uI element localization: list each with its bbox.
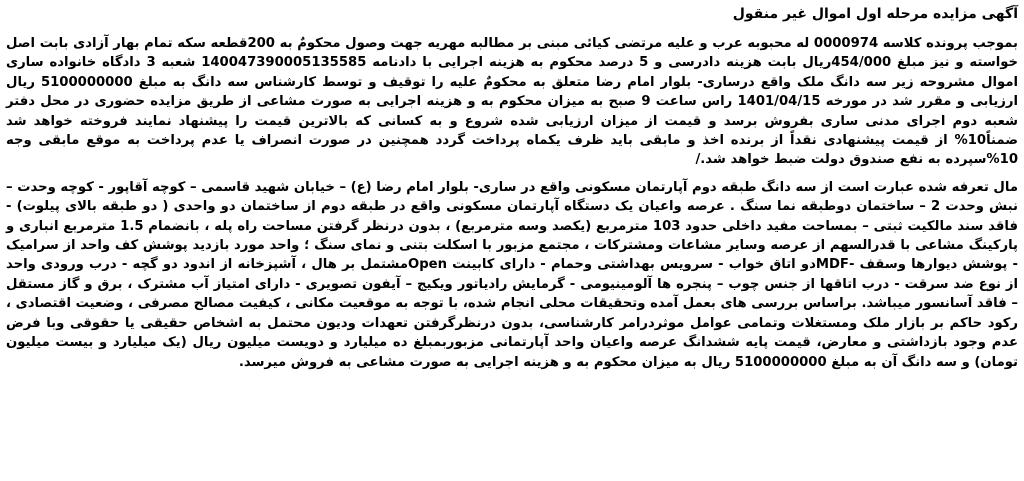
notice-title: آگهی مزایده مرحله اول اموال غیر منقول (732, 6, 1018, 22)
notice-paragraph-1: بموجب پرونده کلاسه 0000974 له محبوبه عرب و علیه مرتضی کیائی مبنی بر مطالبه مهریه جهت وصول محکومٌ به 200قطعه سکه تمام بهار آزادی بابت اصل خواسته و نیز مبلغ 454/000ریال بابت هزینه دادرسی و 5 درصد محکوم به هزینه اجرایی با دادنامه 140047390005135585 شعبه 3 دادگاه خانواده ساری اموال مشروحه زیر سه دانگ ملک واقع درساری- بلوار امام رضا متعلق به محکومٌ علیه را توقیف و توسط کارشناس سه دانگ به مبلغ 5100000000 ریال ارزیابی و مقرر شد در مورخه 1401/04/15 راس ساعت 9 صبح به میزان محکوم به و هزینه اجرایی به صورت مشاعی از طریق مزایده حضوری در محل دفتر شعبه دوم اجرای مدنی ساری بفروش برسد و قیمت از میزان ارزیابی شده شروع و به کسانی که بالاترین قیمت را پیشنهاد نمایند فروخته خواهد شد ضمناً10% از قیمت پیشنهادی نقداً از برنده اخذ و مابقی باید ظرف یکماه پرداخت گردد همچنین در صورت انصراف یا عدم پرداخت به موقع مابقی وجه 10%سپرده به نفع صندوق دولت ضبط خواهد شد./ (6, 36, 1019, 168)
notice-paragraph-2: مال تعرفه شده عبارت است از سه دانگ طبقه دوم آپارتمان مسکونی واقع در ساری- بلوار امام رضا (ع) – خیابان شهید قاسمی – کوچه آقاپور - کوچه وحدت – نبش وحدت 2 – ساختمان دوطبقه نما سنگ . عرصه واعیان یک دستگاه آپارتمان مسکونی واقع در طبقه دوم از ساختمان دو واحدی ( دو طبقه بالای پیلوت) - فاقد سند مالکیت ثبتی – بمساحت مفید داخلی حدود 103 مترمربع (یکصد وسه مترمربع) ، بدون درنظر گرفتن مساحت راه پله ، بانضمام 1.5 مترمربع انباری و پارکینگ مشاعی با قدرالسهم از عرصه وسایر مشاعات ومشترکات ، مجتمع مزبور با اسکلت بتنی و نمای سنگ ؛ واحد مورد بازدید پوشش کف واحد از سرامیک - پوشش دیوارها وسقف -MDFدو اتاق خواب - سرویس بهداشتی وحمام - دارای کابینت Openمشتمل بر هال ، آشپزخانه از اندود دو گچه - درب ورودی واحد از نوع ضد سرقت - درب اتاقها از جنس چوب – پنجره ها آلومینیومی - گرمایش رادیاتور ویکیج – آیفون تصویری - دارای امتیاز آب مشترک ، برق و گاز مستقل – فاقد آسانسور میباشد. براساس بررسی های بعمل آمده وتحقیقات محلی انجام شده، با توجه به موقعیت مکانی ، کیفیت مصالح مصرفی ، وضعیت اقتصادی ، رکود حاکم بر بازار ملک ومستغلات وتمامی عوامل موثردرامر کارشناسی، بدون درنظرگرفتن تعهدات ودیون محتمل به اشخاص حقیقی یا حقوقی وبا فرض عدم وجود بازداشتی و معارض، قیمت پایه ششدانگ عرصه واعیان واحد آپارتمانی مزبوربمبلغ ده میلیارد و دویست میلیون ریال (یک میلیارد و بیست میلیون تومان) و سه دانگ آن به مبلغ 5100000000 ریال به میزان محکوم به و هزینه اجرایی به صورت مشاعی به فروش میرسد. (6, 179, 1019, 370)
